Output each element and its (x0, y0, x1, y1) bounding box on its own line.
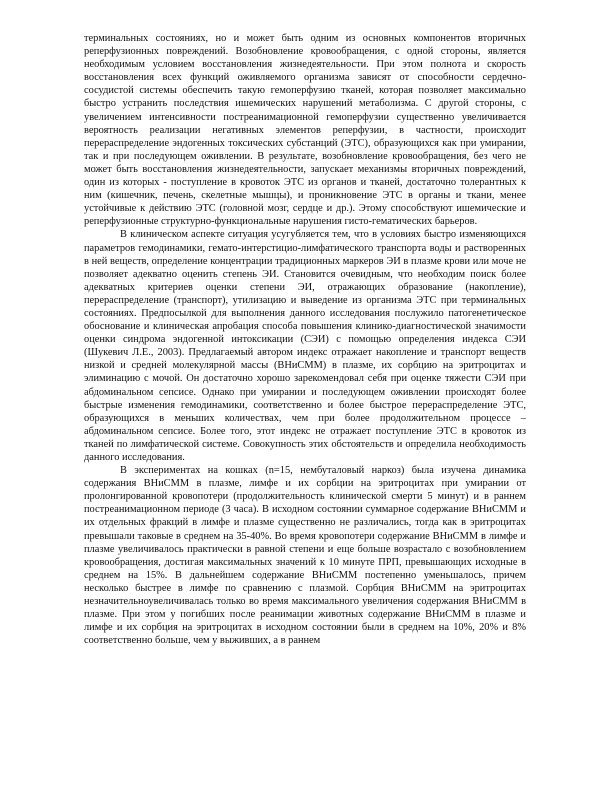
paragraph-2: В клиническом аспекте ситуация усугубляется тем, что в условиях быстро изменяющихся параметров гемодинамики, гемато-интерстицио-лимфатического транспорта воды и растворенных в ней веществ, определение концентрации традиционных маркеров ЭИ в плазме крови или моче не позволяет адекватно оценить степень ЭИ. Становится очевидным, что необходим поиск более адекватных критериев оценки степени ЭИ, отражающих образование (накопление), перераспределение (транспорт), утилизацию и выведение из организма ЭТС при терминальных состояниях. Предпосылкой для выполнения данного исследования послужило патогенетическое обоснование и клиническая апробация способа повышения клинико-диагностической значимости оценки синдрома эндогенной интоксикации (СЭИ) с помощью определения индекса СЭИ (Шукевич Л.Е., 2003). Предлагаемый автором индекс отражает накопление и транспорт веществ низкой и средней молекулярной массы (ВНиСММ) в плазме, их сорбцию на эритроцитах и элиминацию с мочой. Он достаточно хорошо зарекомендовал себя при оценке тяжести СЭИ при абдоминальном сепсисе. Однако при умирании и последующем оживлении происходят более быстрые изменения гемодинамики, соответственно и более быстрое перераспределение ЭТС, образующихся в меньших количествах, чем при более продолжительном процессе – абдоминальном сепсисе. Более того, этот индекс не отражает поступление ЭТС в кровоток из тканей по лимфатической системе. Совокупность этих обстоятельств и определила необходимость данного исследования. (84, 229, 526, 463)
paragraph-1: терминальных состояниях, но и может быть одним из основных компонентов вторичных реперфузионных повреждений. Возобновление кровообращения, с одной стороны, является необходимым условием восстановления жизнедеятельности. При этом полнота и скорость восстановления всех функций оживляемого организма зависят от способности сердечно-сосудистой системы обеспечить такую гемоперфузию тканей, которая позволяет максимально быстро устранить последствия ишемических нарушений метаболизма. С другой стороны, с увеличением интенсивности постреанимационной гемоперфузии существенно увеличивается вероятность реализации негативных элементов реперфузии, в частности, происходит перераспределение эндогенных токсических субстанций (ЭТС), образующихся как при умирании, так и при последующем оживлении. В результате, возобновление кровообращения, без чего не может быть восстановления жизнедеятельности, запускает механизмы вторичных повреждений, один из которых - поступление в кровоток ЭТС из органов и тканей, достаточно толерантных к ним (кишечник, печень, скелетные мышцы), и проникновение ЭТС в органы и ткани, менее устойчивые к действию ЭТС (головной мозг, сердце и др.). Этому способствуют ишемические и реперфузионные структурно-функциональные нарушения гисто-гематических барьеров. (84, 33, 526, 228)
paragraph-3: В экспериментах на кошках (n=15, нембуталовый наркоз) была изучена динамика содержания ВНиСММ в плазме, лимфе и их сорбции на эритроцитах при умирании от пролонгированной кровопотери (продолжительность клинической смерти 5 минут) и в раннем постреанимационном периоде (3 часа). В исходном состоянии суммарное содержание ВНиСММ и их отдельных фракций в лимфе и плазме существенно не различались, тогда как в эритроцитах превышали таковые в среднем на 35-40%. Во время кровопотери содержание ВНиСММ в лимфе и плазме увеличивалось практически в равной степени и еще больше возрастало с возобновлением кровообращения, достигая максимальных значений к 10 минуте ПРП, превышающих исходные в среднем на 15%. В дальнейшем содержание ВНиСММ постепенно уменьшалось, причем несколько быстрее в лимфе по сравнению с плазмой. Сорбция ВНиСММ на эритроцитах незначительноувеличивалась только во время максимального увеличения содержания ВНиСММ в плазме. При этом у погибших после реанимации животных содержание ВНиСММ в плазме и лимфе и их сорбция на эритроцитах в исходном состоянии были в среднем на 10%, 20% и 8% соответственно больше, чем у выживших, а в раннем (84, 465, 526, 647)
document-page (84, 32, 526, 647)
